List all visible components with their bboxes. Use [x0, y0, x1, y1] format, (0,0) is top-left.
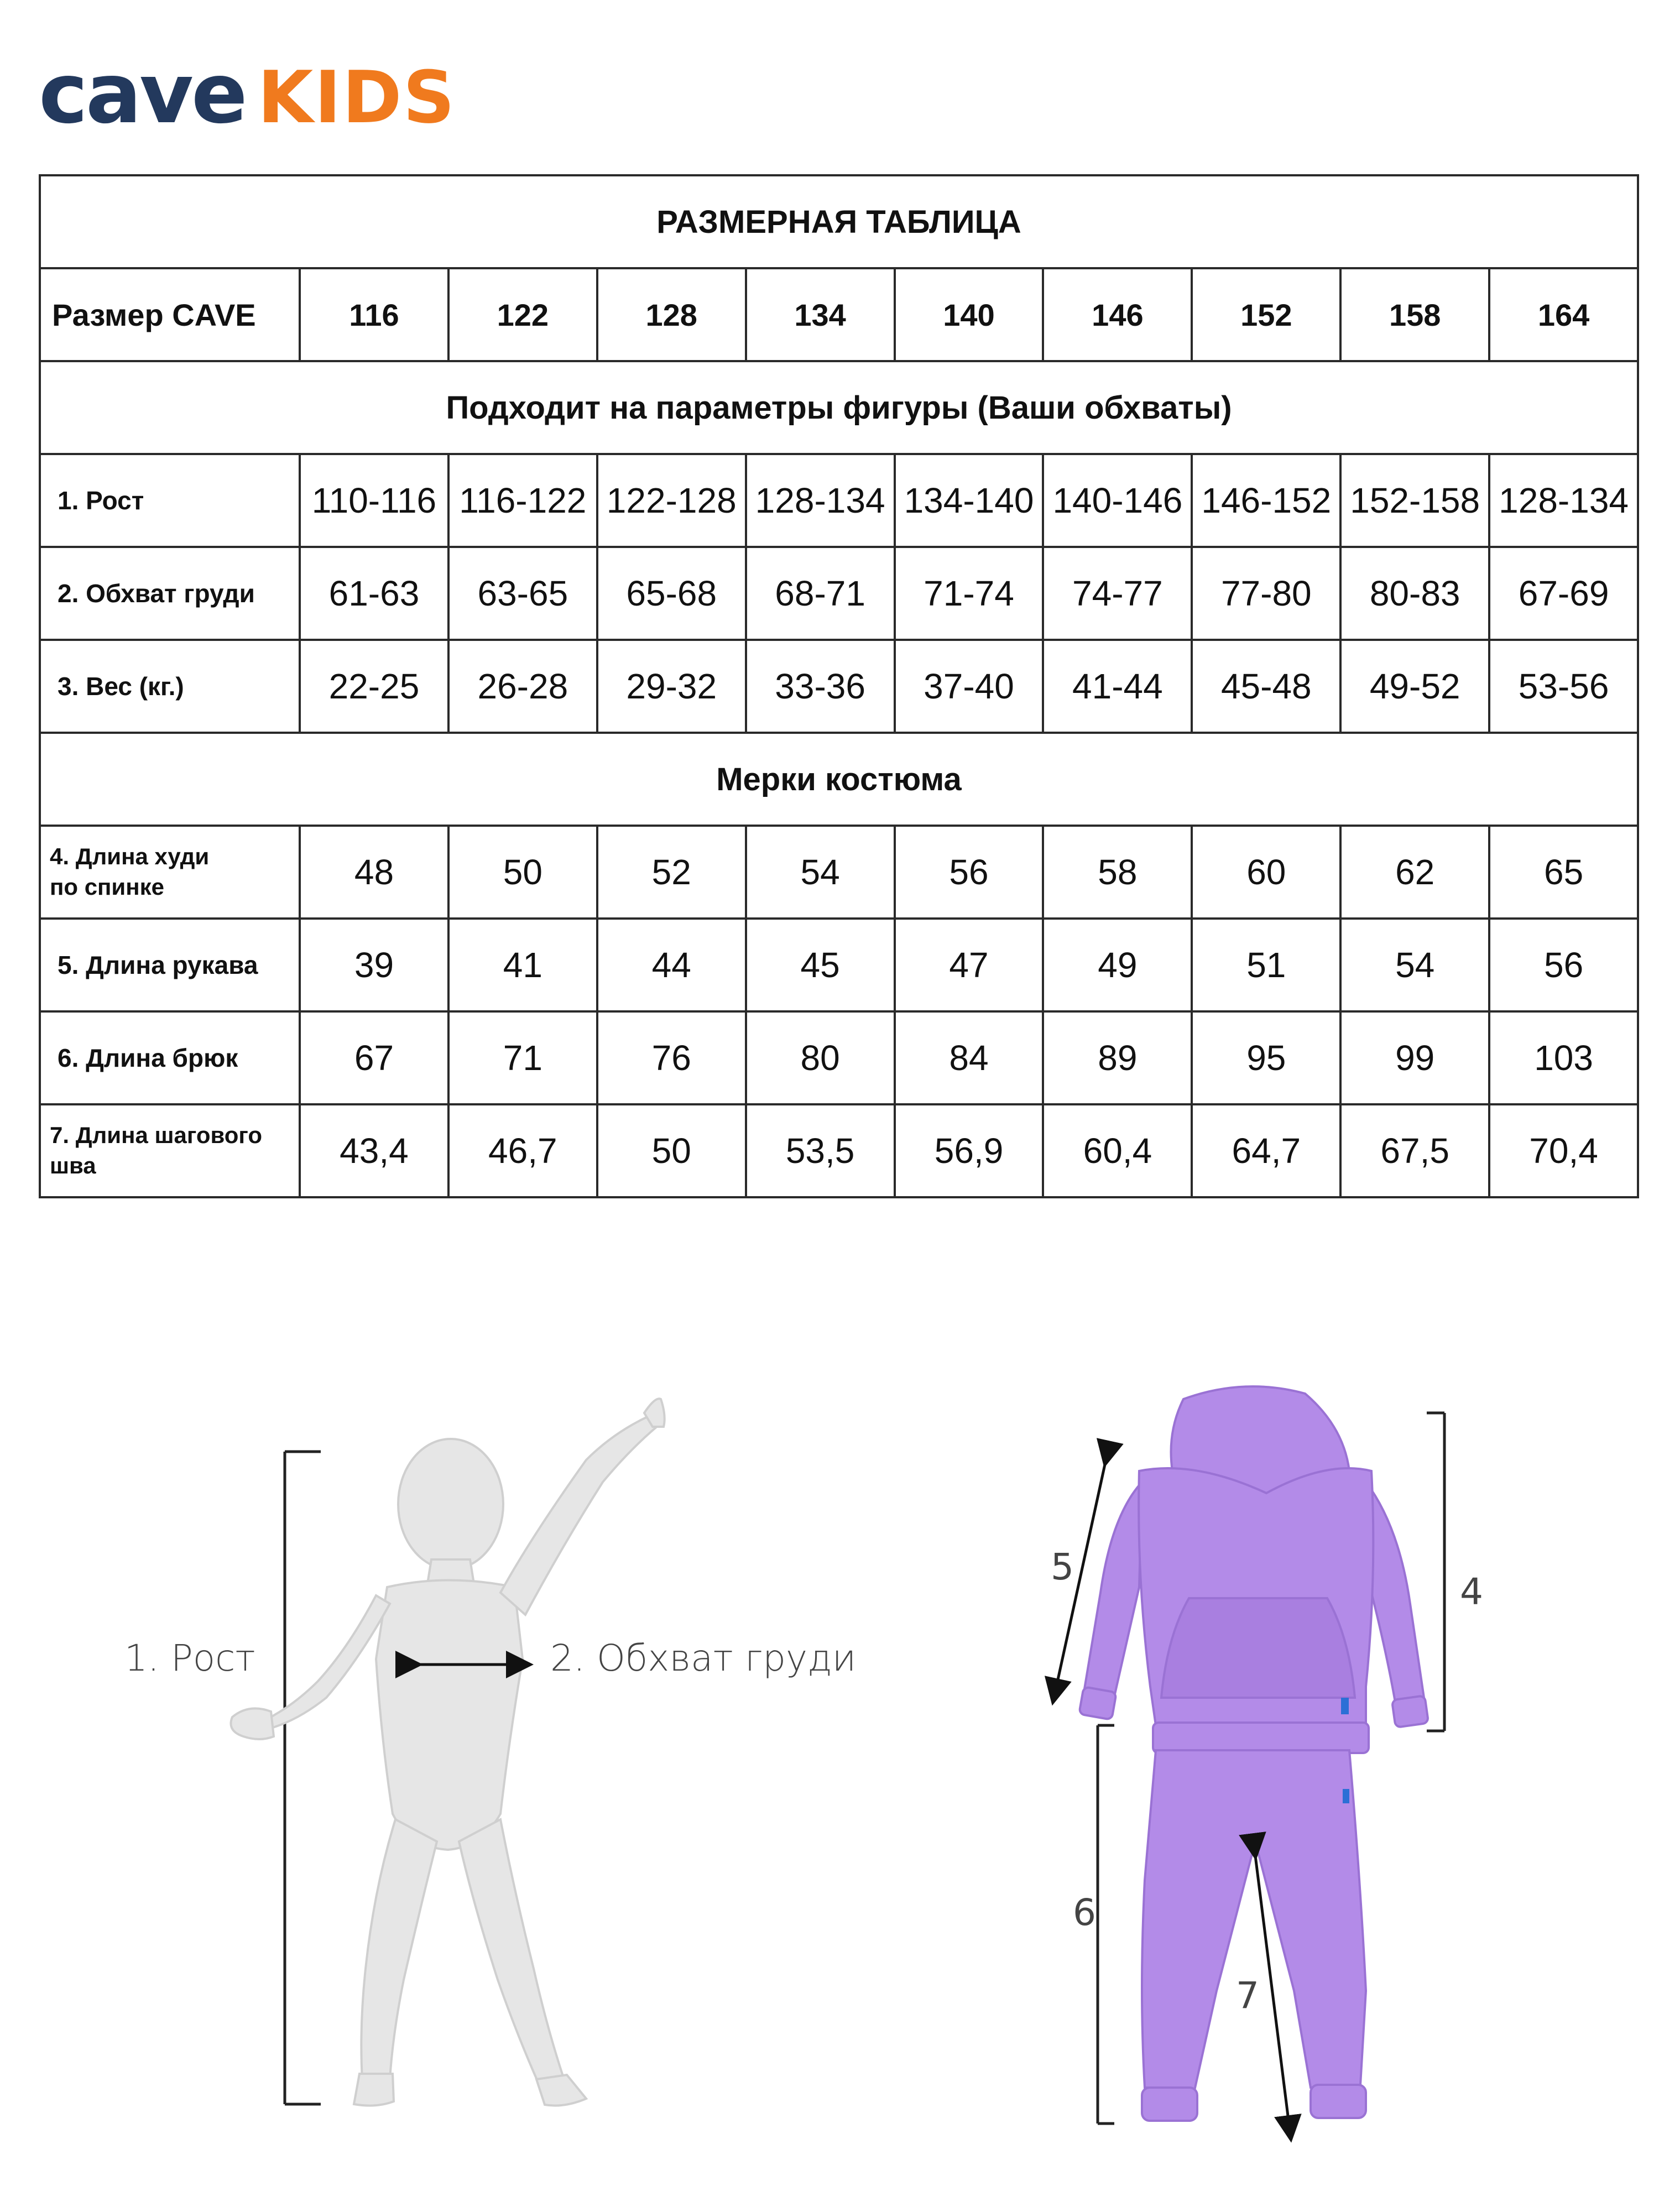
table-cell: 49 [1043, 919, 1192, 1011]
pants-right-cuff [1311, 2085, 1366, 2118]
hoodie-pocket [1161, 1598, 1355, 1698]
table-cell: 61-63 [300, 547, 448, 640]
size-cell: 146 [1043, 268, 1192, 361]
hoodie-right-sleeve [1366, 1482, 1424, 1709]
table-cell: 37-40 [895, 640, 1044, 733]
label-inseam: 7 [1236, 1974, 1259, 2017]
table-cell: 70,4 [1489, 1104, 1638, 1197]
table-cell: 29-32 [597, 640, 746, 733]
table-cell: 56,9 [895, 1104, 1044, 1197]
table-cell: 68-71 [746, 547, 895, 640]
label-hoodie-length: 4 [1460, 1571, 1483, 1613]
table-cell: 128-134 [746, 454, 895, 547]
size-cell: 134 [746, 268, 895, 361]
table-cell: 67,5 [1340, 1104, 1489, 1197]
hoodie-length-bracket [1427, 1413, 1444, 1731]
table-cell: 54 [1340, 919, 1489, 1011]
mannequin-left-leg [361, 1819, 437, 2079]
size-cell: 140 [895, 268, 1044, 361]
table-cell: 62 [1340, 826, 1489, 919]
measure-section-title: Мерки костюма [40, 733, 1638, 826]
hoodie-illustration [1079, 1386, 1428, 1753]
pants-illustration [1142, 1750, 1366, 2121]
table-cell: 52 [597, 826, 746, 919]
table-cell: 51 [1192, 919, 1340, 1011]
table-cell: 71-74 [895, 547, 1044, 640]
label-sleeve: 5 [1051, 1546, 1074, 1588]
table-cell: 60,4 [1043, 1104, 1192, 1197]
size-cell: 116 [300, 268, 448, 361]
table-cell: 41 [448, 919, 597, 1011]
table-cell: 128-134 [1489, 454, 1638, 547]
row-label: 5. Длина рукава [40, 919, 300, 1011]
table-cell: 65 [1489, 826, 1638, 919]
pants-tag-icon [1343, 1789, 1349, 1803]
table-cell: 134-140 [895, 454, 1044, 547]
table-cell: 67-69 [1489, 547, 1638, 640]
table-cell: 39 [300, 919, 448, 1011]
table-cell: 74-77 [1043, 547, 1192, 640]
table-cell: 60 [1192, 826, 1340, 919]
table-cell: 56 [895, 826, 1044, 919]
hoodie-right-cuff [1392, 1695, 1428, 1728]
table-cell: 50 [448, 826, 597, 919]
row-label: 2. Обхват груди [40, 547, 300, 640]
table-cell: 103 [1489, 1011, 1638, 1104]
table-cell: 56 [1489, 919, 1638, 1011]
table-cell: 89 [1043, 1011, 1192, 1104]
table-cell: 44 [597, 919, 746, 1011]
row-label-line2: по спинке [50, 874, 164, 900]
mannequin-head [398, 1439, 503, 1569]
table-cell: 63-65 [448, 547, 597, 640]
row-label-line2: шва [50, 1152, 96, 1178]
table-cell: 65-68 [597, 547, 746, 640]
mannequin-torso [376, 1580, 523, 1850]
row-label: 3. Вес (кг.) [40, 640, 300, 733]
chest-label: 2. Обхват груди [550, 1637, 857, 1679]
table-title: РАЗМЕРНАЯ ТАБЛИЦА [40, 175, 1638, 268]
table-cell: 152-158 [1340, 454, 1489, 547]
table-cell: 49-52 [1340, 640, 1489, 733]
table-cell: 84 [895, 1011, 1044, 1104]
height-bracket [285, 1452, 321, 2104]
table-cell: 45-48 [1192, 640, 1340, 733]
label-pants-length: 6 [1073, 1891, 1096, 1934]
table-cell: 140-146 [1043, 454, 1192, 547]
table-cell: 47 [895, 919, 1044, 1011]
table-cell: 110-116 [300, 454, 448, 547]
table-cell: 99 [1340, 1011, 1489, 1104]
table-cell: 41-44 [1043, 640, 1192, 733]
table-cell: 43,4 [300, 1104, 448, 1197]
table-cell: 80 [746, 1011, 895, 1104]
hoodie-left-cuff [1079, 1687, 1117, 1720]
mannequin-hand-down [231, 1708, 274, 1739]
table-cell: 48 [300, 826, 448, 919]
table-cell: 26-28 [448, 640, 597, 733]
mannequin-right-leg [459, 1819, 564, 2085]
table-cell: 80-83 [1340, 547, 1489, 640]
height-label: 1. Рост [124, 1637, 255, 1679]
pants-body [1142, 1750, 1366, 2090]
size-header: Размер CAVE [40, 268, 300, 361]
table-cell: 76 [597, 1011, 746, 1104]
logo-kids: KIDS [257, 55, 456, 139]
table-cell: 95 [1192, 1011, 1340, 1104]
size-cell: 158 [1340, 268, 1489, 361]
row-label: 6. Длина брюк [40, 1011, 300, 1104]
table-cell: 64,7 [1192, 1104, 1340, 1197]
size-cell: 122 [448, 268, 597, 361]
logo-cave: cave [39, 46, 246, 142]
table-cell: 53-56 [1489, 640, 1638, 733]
fit-section-title: Подходит на параметры фигуры (Ваши обхваты) [40, 361, 1638, 454]
table-cell: 50 [597, 1104, 746, 1197]
pants-left-cuff [1142, 2088, 1197, 2121]
table-cell: 58 [1043, 826, 1192, 919]
pants-length-bracket [1098, 1725, 1114, 2124]
table-cell: 122-128 [597, 454, 746, 547]
hoodie-tag-icon [1341, 1698, 1349, 1714]
table-cell: 33-36 [746, 640, 895, 733]
size-cell: 152 [1192, 268, 1340, 361]
table-cell: 45 [746, 919, 895, 1011]
mannequin-figure [231, 1399, 665, 2105]
table-cell: 146-152 [1192, 454, 1340, 547]
table-cell: 53,5 [746, 1104, 895, 1197]
size-cell: 164 [1489, 268, 1638, 361]
table-cell: 54 [746, 826, 895, 919]
table-cell: 67 [300, 1011, 448, 1104]
table-cell: 22-25 [300, 640, 448, 733]
size-cell: 128 [597, 268, 746, 361]
mannequin-right-foot [536, 2075, 586, 2106]
mannequin-raised-arm [500, 1416, 658, 1615]
table-cell: 116-122 [448, 454, 597, 547]
row-label: 1. Рост [40, 454, 300, 547]
mannequin-left-foot [354, 2074, 394, 2106]
row-label-line1: 4. Длина худи [50, 843, 210, 870]
table-cell: 77-80 [1192, 547, 1340, 640]
row-label-line1: 7. Длина шагового [50, 1122, 262, 1149]
table-cell: 46,7 [448, 1104, 597, 1197]
table-cell: 71 [448, 1011, 597, 1104]
hoodie-waistband [1153, 1723, 1369, 1753]
